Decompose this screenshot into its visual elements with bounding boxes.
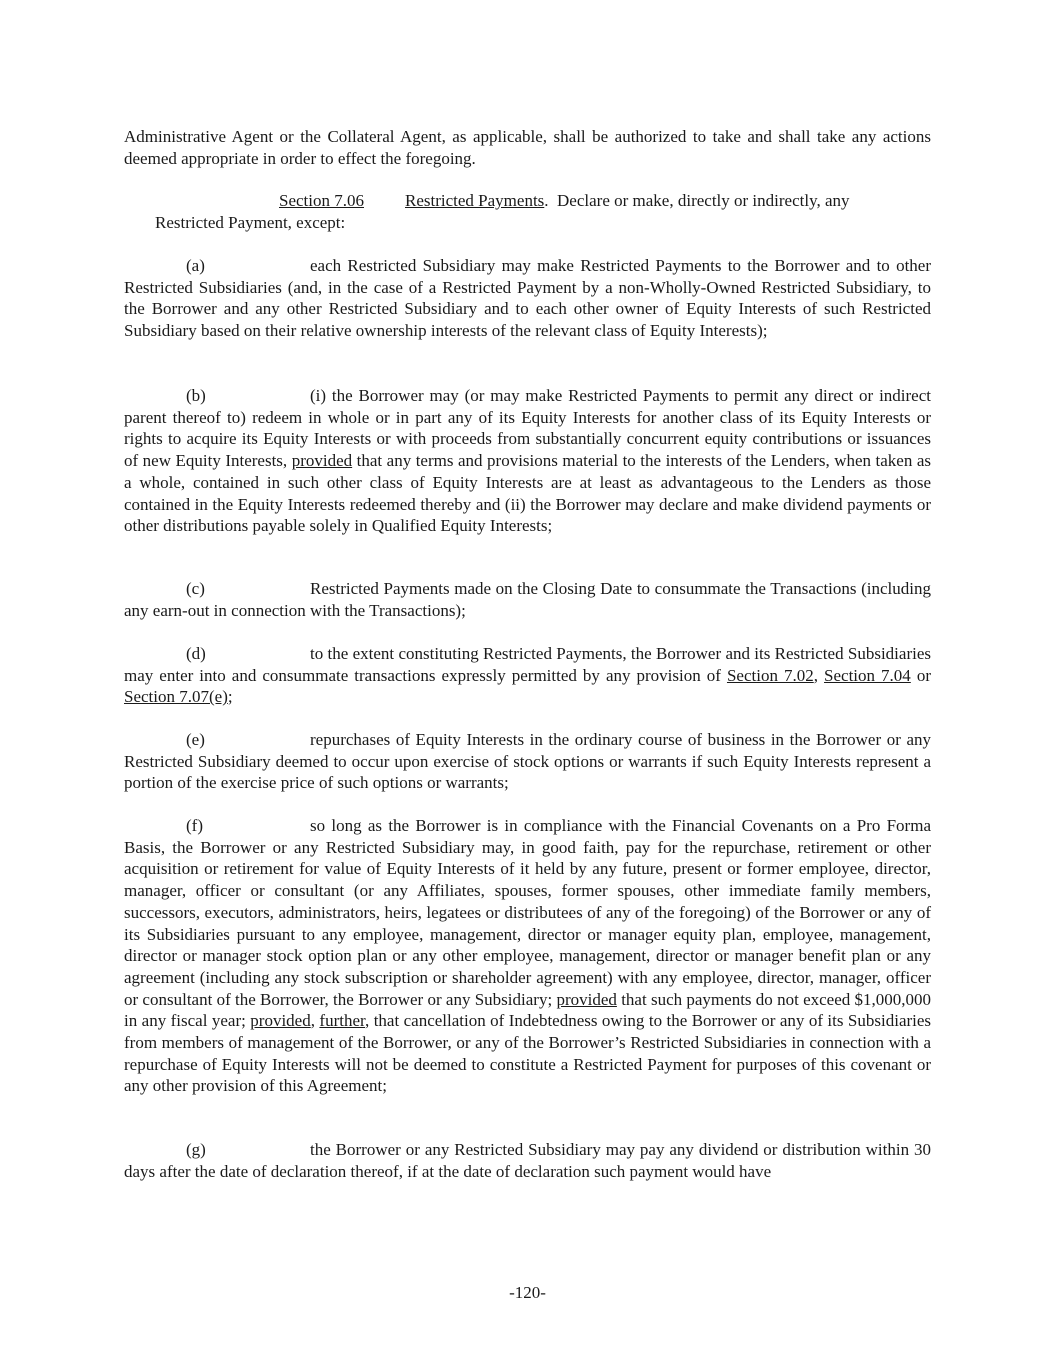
clause-e-label: (e): [186, 730, 205, 749]
page-number: -120-: [509, 1283, 546, 1302]
clause-c: [124, 578, 931, 621]
clause-f-provided-2: provided: [250, 1011, 311, 1031]
intro-paragraph: [124, 126, 931, 169]
clause-f-further: further: [319, 1011, 365, 1031]
clause-g-label: (g): [186, 1140, 206, 1159]
clause-b-text-2: that any terms and provisions material to the interests of the Lenders, when taken as a whole, contained in such other class of Equity Interests are at least as advantageous to the Lenders as those contained in the Equity Interests redeemed thereby and (ii) the Borrower may declare and make dividend payments or other distributions payable solely in Qualified Equity Interests;: [124, 451, 932, 536]
clause-d-label: (d): [186, 644, 206, 663]
section-lead: Declare or make, directly or indirectly, any: [557, 191, 850, 210]
clause-a-text: each Restricted Subsidiary may make Restricted Payments to the Borrower and to other Restricted Subsidiaries (and, in the case of a Restricted Payment by a non-Wholly-Owned Restricted Subsidiary, to the Borrower and any other Restricted Subsidiary and to each other owner of Equity Interests of such Restricted Subsidiary based on their relative ownership interests of the relevant class of Equity Interests);: [124, 256, 931, 341]
clause-d-text: to the extent constituting Restricted Payments, the Borrower and its Restricted Subsidiaries may enter into and consummate transactions expressly permitted by any provision of: [124, 644, 931, 685]
clause-e-text: repurchases of Equity Interests in the ordinary course of business in the Borrower or any Restricted Subsidiary deemed to occur upon exercise of stock options or warrants if such Equity Interests represent a portion of the exercise price of such options or warrants;: [124, 730, 931, 793]
clause-c-text: Restricted Payments made on the Closing Date to consummate the Transactions (including any earn-out in connection with the Transactions);: [124, 579, 931, 620]
clause-b-label: (b): [186, 386, 206, 405]
section-number: Section 7.06: [279, 191, 364, 210]
clause-c-label: (c): [186, 579, 205, 598]
clause-e: [124, 729, 931, 794]
clause-f-provided: provided: [556, 989, 617, 1009]
clause-g-text: the Borrower or any Restricted Subsidiary may pay any dividend or distribution within 30 days after the date of declaration thereof, if at the date of declaration such payment would have: [124, 1140, 931, 1181]
document-page: Administrative Agent or the Collateral Agent, as applicable, shall be authorized to take and shall take any actions deemed appropriate in order to effect the foregoing. Section 7.06 Restricted Payments. Declare or make, directly or indirectly, any Restricted Payment, except: (a) each Restricted Subsidiary may make Restricted Payments to the Borrower and to other Restricted Subsidiaries (and, in the case of a Restricted Payment by a non-Wholly-Owned Restricted Subsidiary, to the Borrower and any other Restricted Subsidiary and to each other owner of Equity Interests of such Restricted Subsidiary based on their relative ownership interests of the relevant class of Equity Interests); (b) (i) the Borrower may (or may make Restricted Payments to permit any direct or indirect parent thereof to) redeem in whole or in part any of its Equity Interests for another class of its Equity Interests or rights to acquire its Equity Interests or with proceeds from substantially concurrent equity contributions or issuances of new Equity Interests, provided that any terms and provisions material to the interests of the Lenders, when taken as a whole, contained in such other class of Equity Interests are at least as advantageous to the Lenders as those contained in the Equity Interests redeemed thereby and (ii) the Borrower may declare and make dividend payments or other distributions payable solely in Qualified Equity Interests; (c) Restricted Payments made on the Closing Date to consummate the Transactions (including any earn-out in connection with the Transactions); (d) to the extent constituting Restricted Payments, the Borrower and its Restricted Subsidiaries may enter into and consummate transactions expressly permitted by any provision of Section 7.02, Section 7.04 or Section 7.07(e); (e) repurchases of Equity Interests in the ordinary course of business in the Borrower or any Restricted Subsidiary deemed to occur upon exercise of stock options or warrants if such Equity Interests represent a portion of the exercise price of such options or warrants; (f) so long as the Borrower is in compliance with the Financial Covenants on a Pro Forma Basis, the Borrower or any Restricted Subsidiary may, in good faith, pay for the repurchase, retirement or other acquisition or retirement for value of Equity Interests of it held by any future, present or former employee, director, manager, officer or consultant (or any Affiliates, spouses, former spouses, other immediate family members, successors, executors, administrators, heirs, legatees or distributees of any of the foregoing) of the Borrower or any of its Subsidiaries pursuant to any employee, management, director or manager equity plan, employee, management, director or manager stock option plan or any other employee, management, director or manager benefit plan or any agreement (including any stock subscription or shareholder agreement) with any employee, director, manager, officer or consultant of the Borrower, the Borrower or any Subsidiary; provided that such payments do not exceed $1,000,000 in any fiscal year; provided, further, that cancellation of Indebtedness owing to the Borrower or any of its Subsidiaries from members of management of the Borrower, or any of the Borrower’s Restricted Subsidiaries in connection with a repurchase of Equity Interests will not be deemed to constitute a Restricted Payment for purposes of this covenant or any other provision of this Agreement; (g) the Borrower or any Restricted Subsidiary may pay any dividend or distribution within 30 days after the date of declaration thereof, if at the date of declaration such payment would have -120-: [0, 0, 1055, 1365]
clause-f-text-1: so long as the Borrower is in compliance with the Financial Covenants on a Pro Forma Basis, the Borrower or any Restricted Subsidiary may, in good faith, pay for the repurchase, retirement or other acquisition or retirement for value of Equity Interests of it held by any future, present or former employee, director, manager, officer or consultant (or any Affiliates, spouses, former spouses, other immediate family members, successors, executors, administrators, heirs, legatees or distributees of any of the foregoing) of the Borrower or any of its Subsidiaries pursuant to any employee, management, director or manager equity plan, employee, management, director or manager stock option plan or any other employee, management, director or manager benefit plan or any agreement (including any stock subscription or shareholder agreement) with any employee, director, manager, officer or consultant of the Borrower, the Borrower or any Subsidiary;: [124, 816, 931, 1009]
clause-d-ref-section-7-04: Section 7.04: [824, 665, 911, 685]
clause-f-text-3: that cancellation of Indebtedness owing to the Borrower or any of its Subsidiaries from members of management of the Borrower, or any of the Borrower’s Restricted Subsidiaries in connection with a repurchase of Equity Interests will not be deemed to constitute a Restricted Payment for purposes of this covenant or any other provision of this Agreement;: [124, 1011, 932, 1096]
intro-text: Administrative Agent or the Collateral Agent, as applicable, shall be authorized to take and shall take any actions deemed appropriate in order to effect the foregoing.: [124, 127, 931, 168]
clause-b-text-1: (i) the Borrower may (or may make Restricted Payments to permit any direct or indirect parent thereof to) redeem in whole or in part any of its Equity Interests for another class of its Equity Interests or rights to acquire its Equity Interests or with proceeds from substantially concurrent equity contributions or issuances of new Equity Interests,: [124, 386, 931, 471]
section-lead-continued: Restricted Payment, except:: [155, 213, 346, 232]
clause-a-label: (a): [186, 256, 205, 275]
clause-f: (f) so long as the Borrower is in compliance with the Financial Covenants on a Pro Forma Basis, the Borrower or any Restricted Subsidiary may, in good faith, pay for the repurchase, retirement or other acquisition or retirement for value of Equity Interests of it held by any future, present or former employee, director, manager, officer or consultant (or any Affiliates, spouses, former spouses, other immediate family members, successors, executors, administrators, heirs, legatees or distributees of any of the foregoing) of the Borrower or any of its Subsidiaries pursuant to any employee, management, director or manager equity plan, employee, management, director or manager stock option plan or any other employee, management, director or manager benefit plan or any agreement (including any stock subscription or shareholder agreement) with any employee, director, manager, officer or consultant of the Borrower, the Borrower or any Subsidiary; provided that such payments do not exceed $1,000,000 in any fiscal year; provided, further, that cancellation of Indebtedness owing to the Borrower or any of its Subsidiaries from members of management of the Borrower, or any of the Borrower’s Restricted Subsidiaries in connection with a repurchase of Equity Interests will not be deemed to constitute a Restricted Payment for purposes of this covenant or any other provision of this Agreement;: [124, 816, 932, 1096]
clause-b: [124, 385, 931, 537]
clause-f-text-2: that such payments do not exceed $1,000,000 in any fiscal year;: [124, 989, 932, 1031]
clause-d-ref-section-7-07e: Section 7.07(e): [124, 687, 228, 707]
clause-f-label: (f): [186, 816, 203, 835]
clause-a: [124, 255, 931, 342]
clause-g: [124, 1139, 931, 1182]
clause-d: (d) to the extent constituting Restricted Payments, the Borrower and its Restricted Subsidiaries may enter into and consummate transactions expressly permitted by any provision of Section 7.02, Section 7.04 or Section 7.07(e);: [124, 644, 932, 707]
clause-d-ref-section-7-02: Section 7.02: [726, 665, 814, 685]
clause-d-or: or: [916, 665, 932, 685]
clause-b-provided: provided: [291, 451, 353, 471]
section-title: Restricted Payments: [405, 191, 545, 210]
